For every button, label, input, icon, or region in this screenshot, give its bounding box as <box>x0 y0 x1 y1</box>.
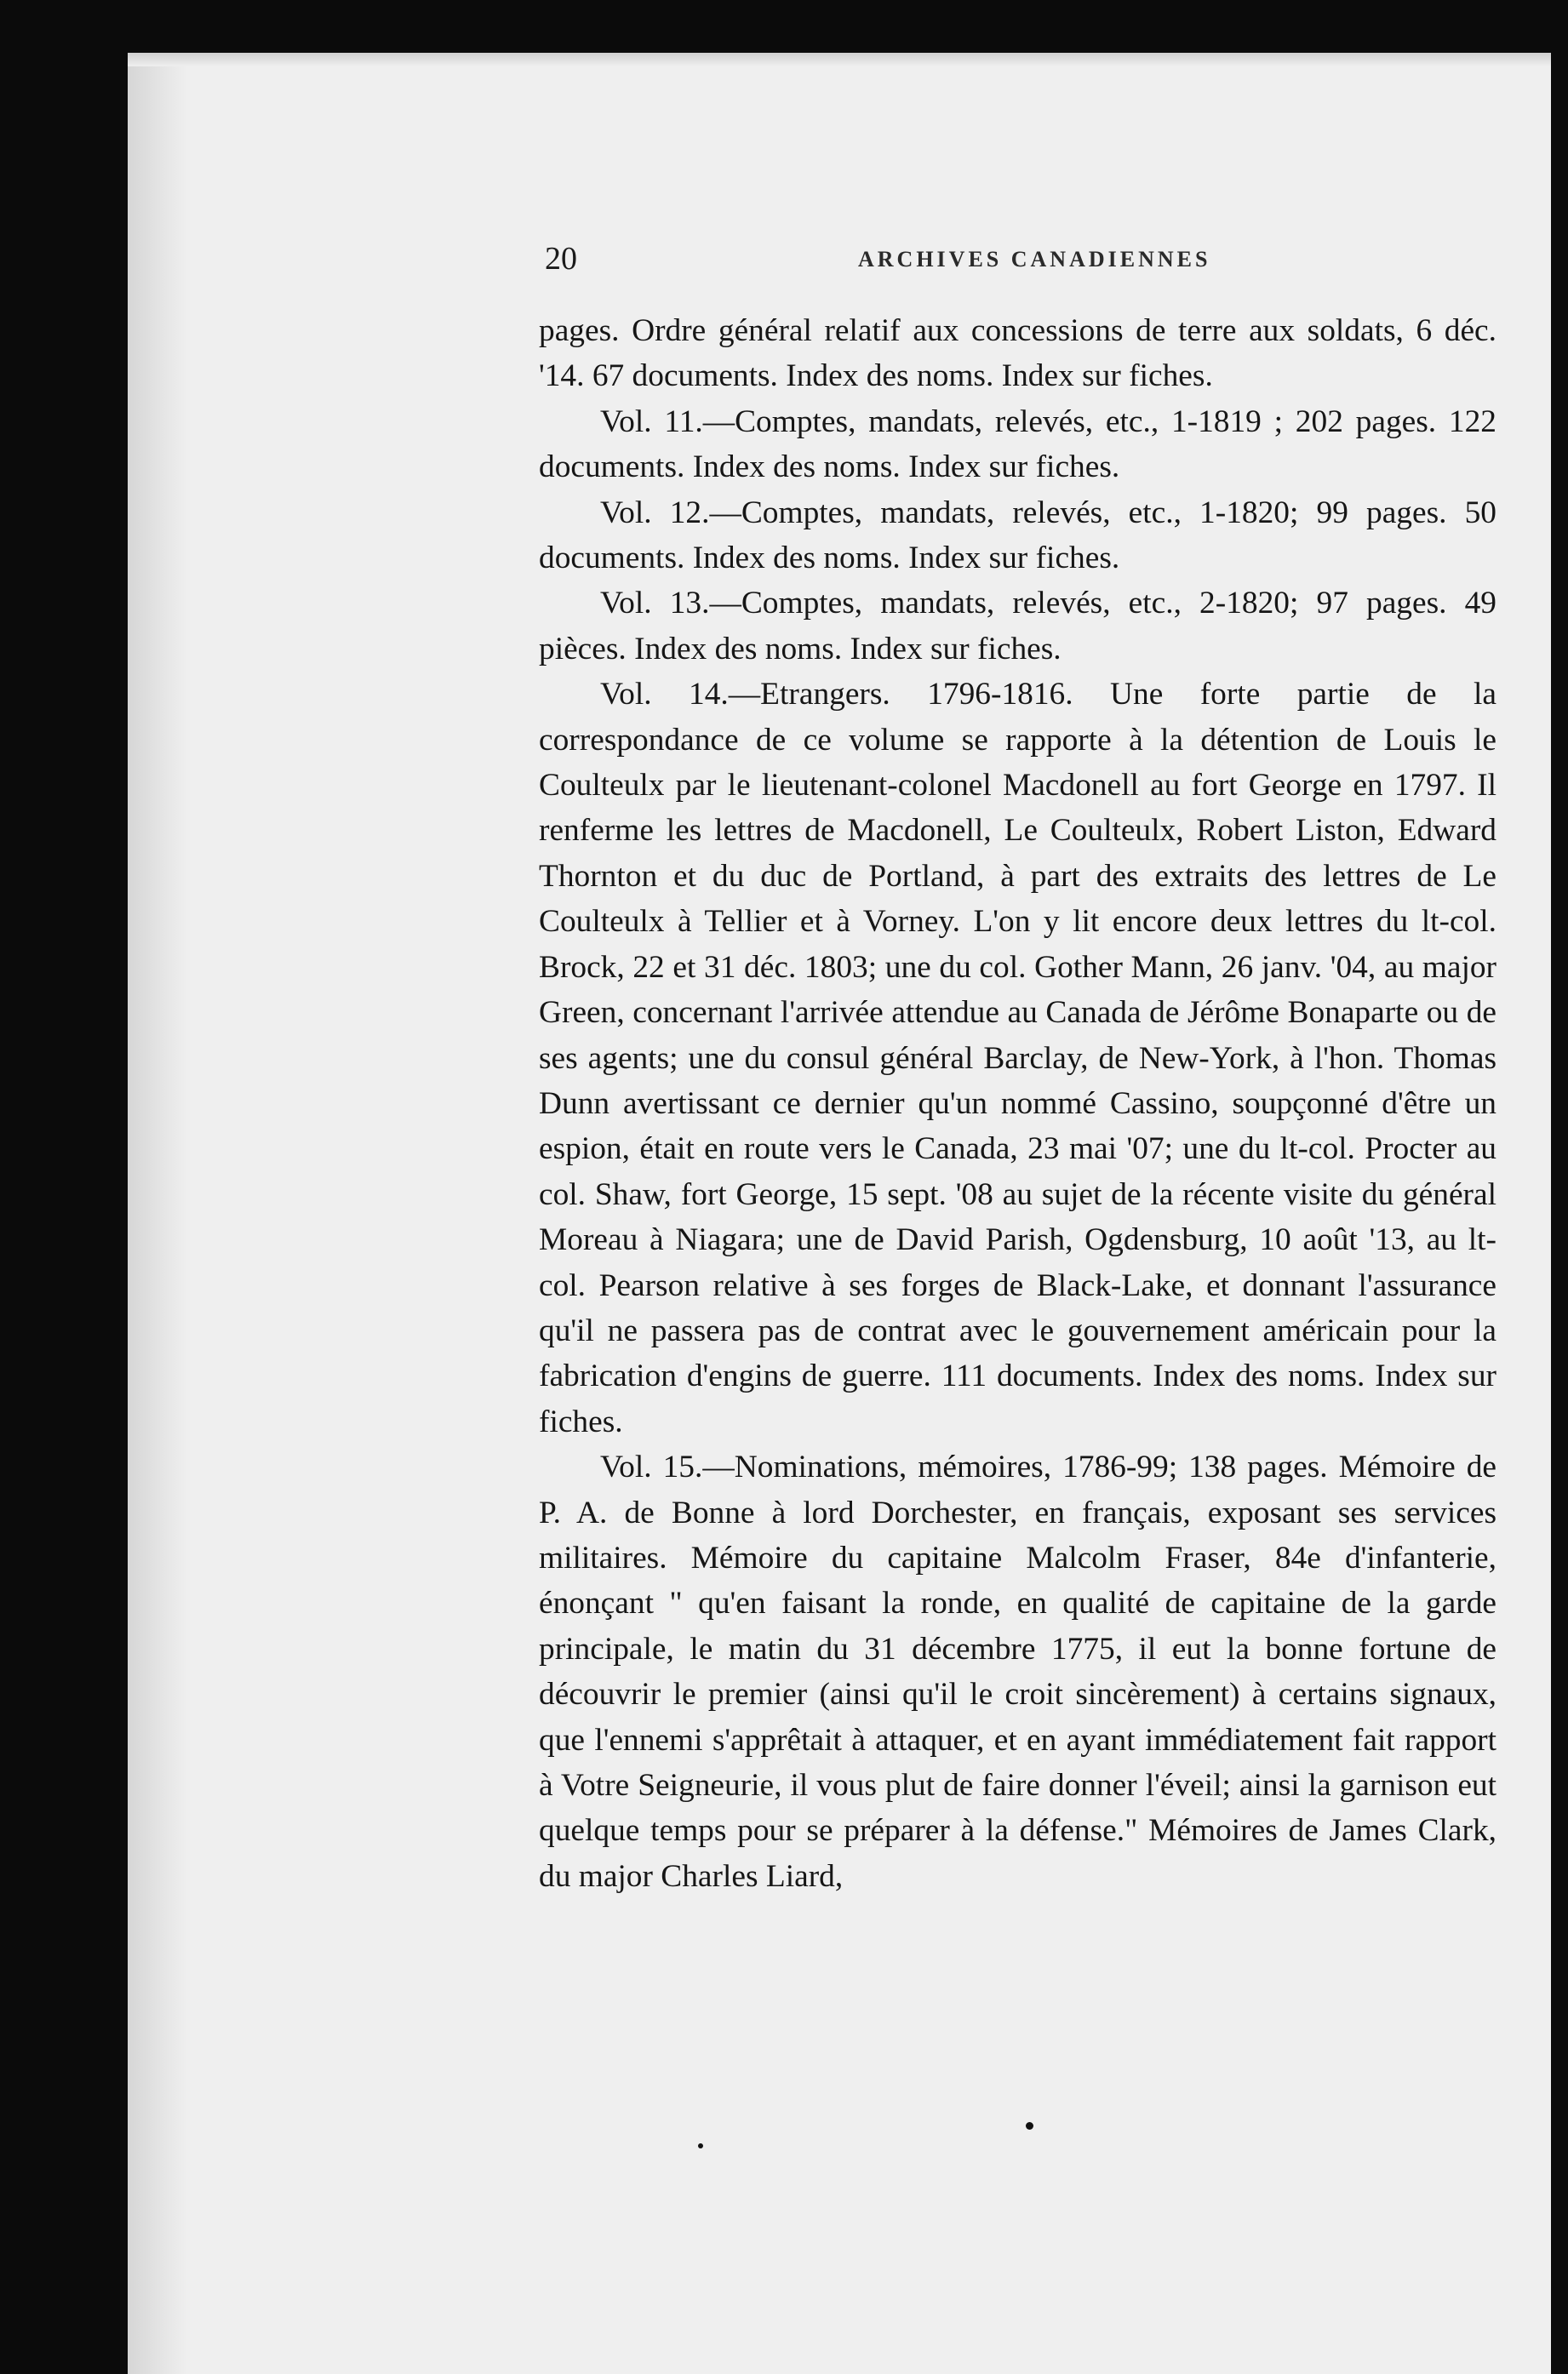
paragraph-vol-14: Vol. 14.—Etrangers. 1796-1816. Une forte partie de la correspondance de ce volume se rapporte à la détention de Louis le Coulteulx par le lieutenant-colonel Macdonell au fort George en 1797. Il renferme les lettres de Macdonell, Le Coulteulx, Robert Liston, Edward Thornton et du duc de Portland, à part des extraits des lettres de Le Coulteulx à Tellier et à Vorney. L'on y lit encore deux lettres du lt-col. Brock, 22 et 31 déc. 1803; une du col. Gother Mann, 26 janv. '04, au major Green, concernant l'arrivée attendue au Canada de Jérôme Bonaparte ou de ses agents; une du consul général Barclay, de New-York, à l'hon. Thomas Dunn avertissant ce dernier qu'un nommé Cassino, soupçonné d'être un espion, était en route vers le Canada, 23 mai '07; une du lt-col. Procter au col. Shaw, fort George, 15 sept. '08 au sujet de la récente visite du général Moreau à Niagara; une de David Parish, Ogdensburg, 10 août '13, au lt-col. Pearson relative à ses forges de Black-Lake, et donnant l'assurance qu'il ne passera pas de contrat avec le gouvernement américain pour la fabrication d'engins de guerre. 111 documents. Index des noms. Index sur fiches. <box>539 677 1496 1439</box>
paragraph-vol-12: Vol. 12.—Comptes, mandats, relevés, etc., 1-1820; 99 pages. 50 documents. Index des noms. Index sur fiches. <box>539 495 1496 576</box>
body-text <box>539 308 1496 1899</box>
scan-speck <box>698 2143 703 2148</box>
page-header <box>545 240 1436 277</box>
scan-border <box>1551 0 1568 2374</box>
paragraph-vol-11: Vol. 11.—Comptes, mandats, relevés, etc., 1-1819 ; 202 pages. 122 documents. Index des noms. Index sur fiches. <box>539 403 1496 485</box>
page-gutter-shadow <box>128 53 187 2374</box>
page-number: 20 <box>545 241 577 277</box>
paragraph-vol-15: Vol. 15.—Nominations, mémoires, 1786-99; 138 pages. Mémoire de P. A. de Bonne à lord Dorchester, en français, exposant ses services militaires. Mémoire du capitaine Malcolm Fraser, 84e d'infanterie, énonçant " qu'en faisant la ronde, en qualité de capitaine de la garde principale, le matin du 31 décembre 1775, il eut la bonne fortune de découvrir le premier (ainsi qu'il le croit sincèrement) à certains signaux, que l'ennemi s'apprêtait à attaquer, et en ayant immédiatement fait rapport à Votre Seigneurie, il vous plut de faire donner l'éveil; ainsi la garnison eut quelque temps pour se préparer à la défense." Mémoires de James Clark, du major Charles Liard, <box>539 1450 1496 1894</box>
running-head: ARCHIVES CANADIENNES <box>858 247 1211 272</box>
scan-speck <box>1026 2122 1033 2130</box>
paragraph-continuation: pages. Ordre général relatif aux concessions de terre aux soldats, 6 déc. '14. 67 documents. Index des noms. Index sur fiches. <box>539 313 1496 394</box>
paragraph-vol-13: Vol. 13.—Comptes, mandats, relevés, etc., 2-1820; 97 pages. 49 pièces. Index des noms. Index sur fiches. <box>539 586 1496 666</box>
page-top-edge <box>128 53 1568 66</box>
